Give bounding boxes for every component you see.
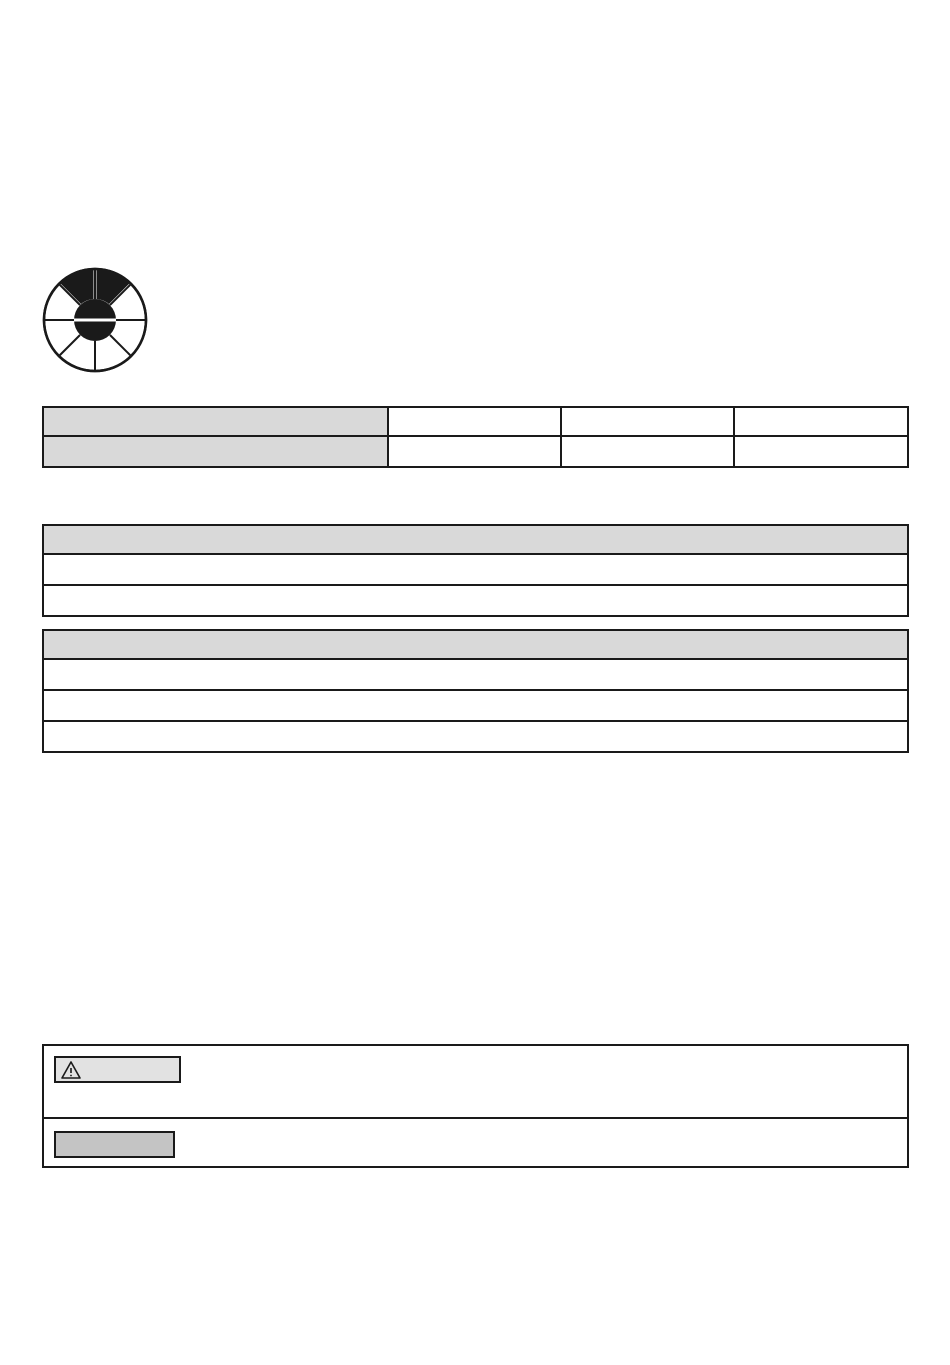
table-row [44,691,907,722]
table-cell [44,437,389,466]
section-header [44,631,907,660]
warning-label [54,1056,181,1083]
section-table-2 [42,629,909,753]
section-table-1 [42,524,909,617]
dial-wheel-icon [40,265,150,375]
warning-triangle-icon [60,1060,82,1080]
table-cell [562,408,735,437]
table-cell [389,437,562,466]
table-cell [562,437,735,466]
table-cell [735,437,907,466]
table-cell [44,408,389,437]
table-row [44,660,907,691]
note-label [54,1131,175,1158]
table-row [44,586,907,615]
table-row [44,722,907,751]
section-header [44,526,907,555]
table-row [44,555,907,586]
notice-box [42,1044,909,1168]
table-cell [389,408,562,437]
spec-table [42,406,909,468]
divider [44,1117,907,1119]
table-cell [735,408,907,437]
